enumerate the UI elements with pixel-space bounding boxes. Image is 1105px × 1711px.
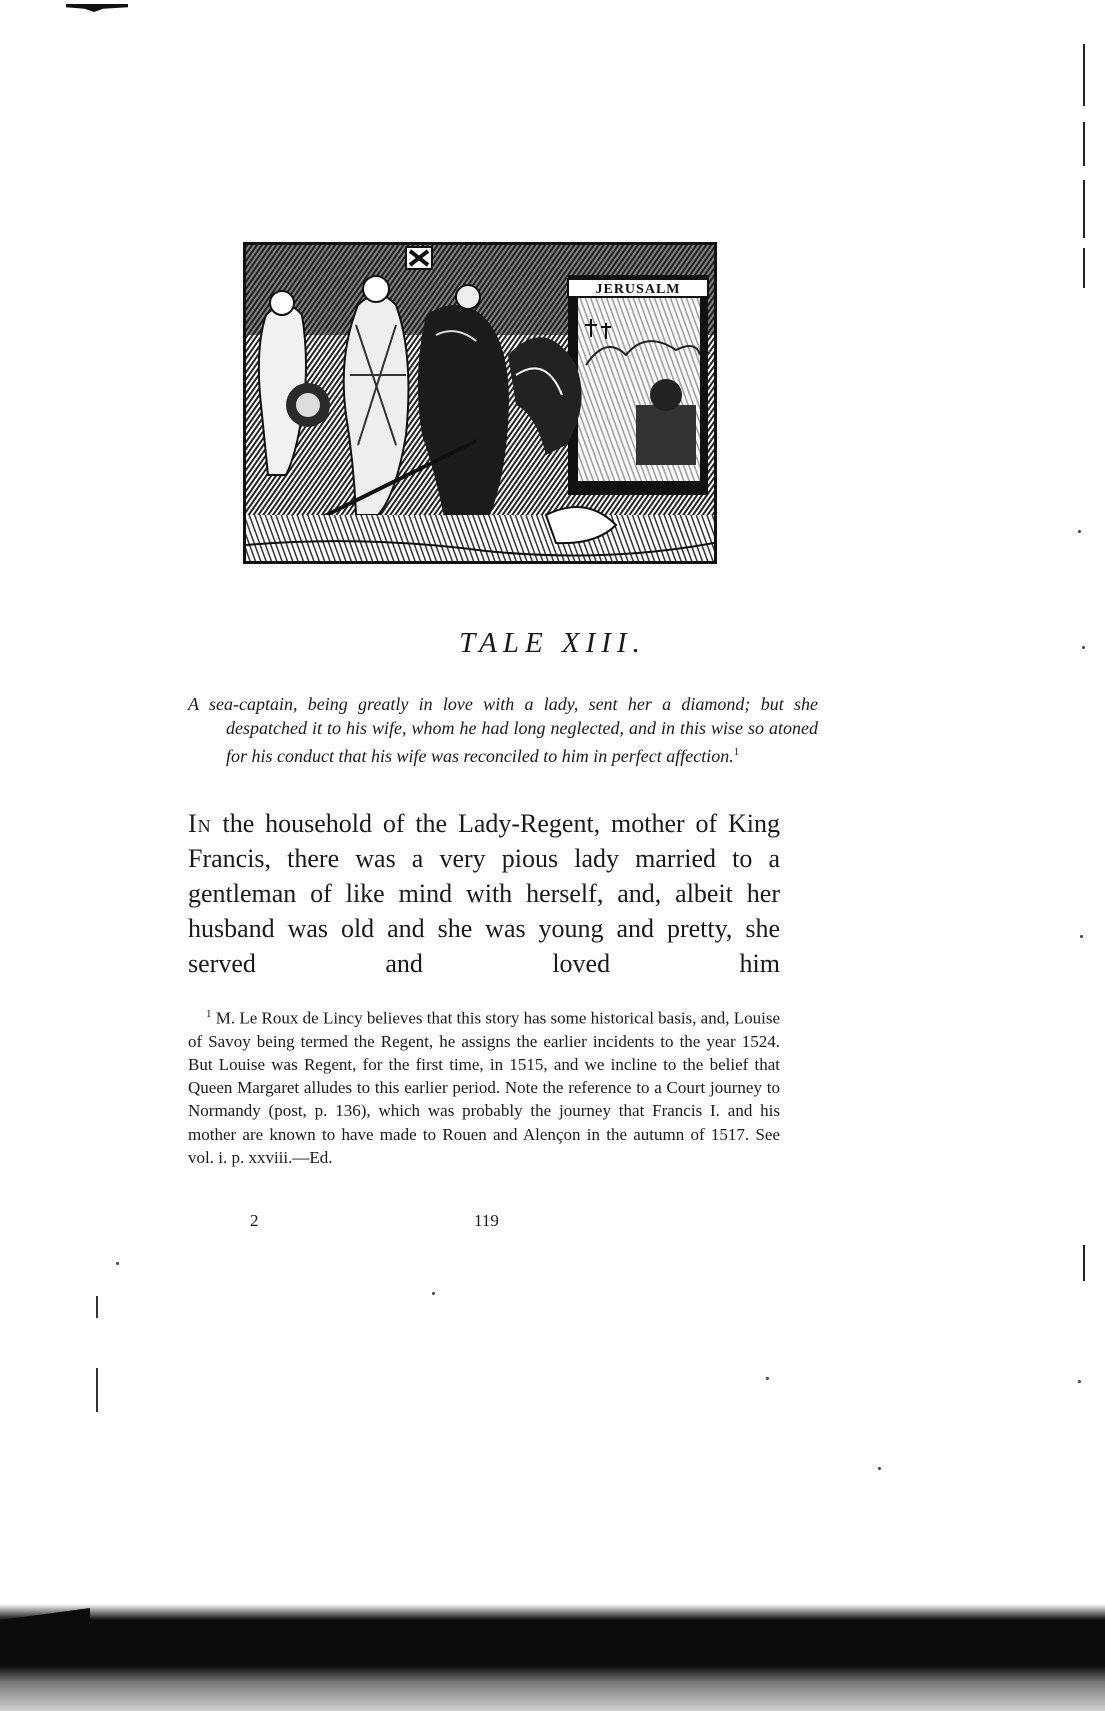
scan-edge-line	[1083, 122, 1085, 166]
summary-footnote-ref: 1	[733, 746, 740, 758]
headpiece-illustration	[243, 242, 717, 564]
banner-text: JERUSALM	[595, 282, 681, 297]
scan-edge-line	[1083, 44, 1085, 106]
opening-word: In	[188, 809, 212, 838]
scan-bottom-band	[0, 1596, 1105, 1711]
tale-title: TALE XIII.	[459, 627, 646, 659]
scan-edge-line	[1083, 248, 1085, 288]
page-number: 119	[474, 1211, 499, 1230]
scan-speck	[1080, 935, 1083, 938]
scan-speck	[116, 1262, 119, 1265]
scan-speck	[432, 1292, 435, 1295]
scan-edge-line	[1083, 1245, 1085, 1281]
body-text: the household of the Lady-Regent, mother of King Francis, there was a very pious lady married to a gentleman of like mind with herself, and, albeit her husband was old and she was young and pretty, she served and loved him	[188, 809, 780, 978]
signature-mark: 2	[250, 1211, 259, 1230]
summary-text: A sea-captain, being greatly in love with a lady, sent her a diamond; but she despatched it to his wife, whom he had long neglected, and in this wise so atoned for his conduct that his wife was reconciled to him in perfect affection.	[188, 694, 818, 766]
footnote	[188, 1003, 780, 1169]
footnote-text: M. Le Roux de Lincy believes that this story has some historical basis, and, Louise of Savoy being termed the Regent, he assigns the earlier incidents to the year 1524. But Louise was Regent, for the first time, in 1515, and we incline to the belief that Queen Margaret alludes to this earlier period. Note the reference to a Court journey to Normandy (post, p. 136), which was probably the journey that Francis I. and his mother are known to have made to Rouen and Alençon in the autumn of 1517. See vol. i. p. xxviii.—Ed.	[188, 1008, 780, 1167]
scan-speck	[1078, 530, 1081, 533]
scan-edge-line	[96, 1296, 98, 1318]
engraving-svg	[246, 245, 714, 561]
framed-picture	[568, 275, 708, 495]
scan-bottom-notch	[0, 1596, 90, 1636]
scan-edge-line	[96, 1368, 98, 1412]
scan-corner-mark	[66, 4, 128, 12]
scan-speck	[878, 1467, 881, 1470]
footnote-marker: 1	[206, 1008, 212, 1020]
scan-speck	[1078, 1380, 1081, 1383]
scan-speck	[766, 1377, 769, 1380]
body-paragraph	[188, 806, 780, 981]
tale-summary	[188, 692, 818, 768]
scan-edge-line	[1083, 180, 1085, 238]
